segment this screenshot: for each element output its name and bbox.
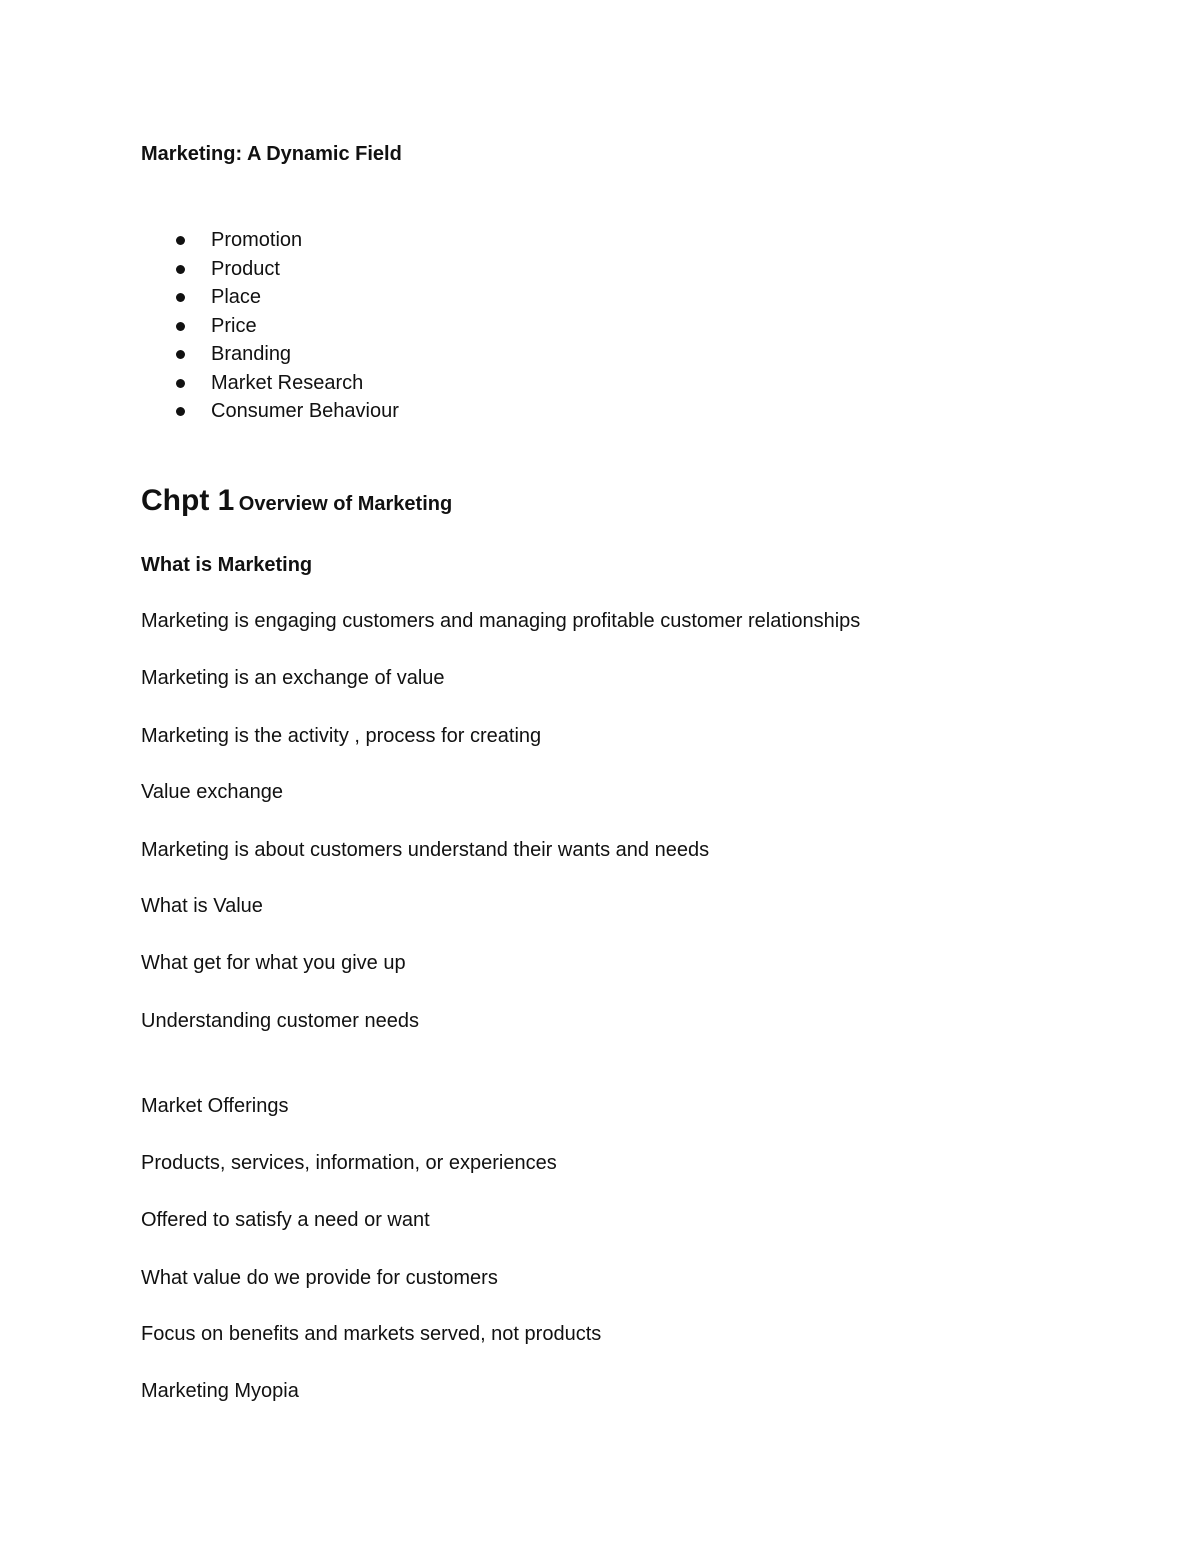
bullet-icon — [176, 236, 185, 245]
paragraph: Offered to satisfy a need or want — [141, 1209, 430, 1231]
chapter-number: Chpt 1 — [141, 484, 235, 517]
list-item-text: Branding — [211, 343, 292, 365]
list-item-text: Place — [211, 286, 262, 308]
paragraph: What is Value — [141, 895, 263, 917]
list-item-text: Price — [211, 314, 257, 337]
paragraph: What get for what you give up — [141, 952, 406, 974]
paragraph: Products, services, information, or experiences — [141, 1152, 557, 1174]
chapter-title: Overview of Marketing — [238, 493, 453, 515]
bullet-icon — [176, 293, 185, 302]
bullet-icon — [176, 265, 185, 274]
list-item-text: Market Research — [211, 371, 364, 394]
paragraph: Marketing is the activity , process for creating — [141, 725, 542, 747]
bullet-icon — [176, 322, 185, 331]
list-item-text: Promotion — [211, 229, 303, 251]
paragraph: Marketing is engaging customers and managing profitable customer relationships — [141, 610, 861, 632]
paragraph: Marketing Myopia — [141, 1380, 299, 1402]
bullet-icon — [176, 350, 185, 359]
bullet-icon — [176, 379, 185, 388]
paragraph: Focus on benefits and markets served, not products — [141, 1323, 602, 1345]
chapter-heading — [141, 486, 452, 516]
paragraph: Market Offerings — [141, 1095, 289, 1117]
paragraph: Marketing is an exchange of value — [141, 667, 445, 689]
paragraph: Value exchange — [141, 781, 283, 803]
bullet-icon — [176, 407, 185, 416]
section-heading: What is Marketing — [141, 554, 313, 576]
paragraph: Understanding customer needs — [141, 1010, 419, 1032]
list-item-text: Product — [211, 257, 280, 280]
paragraph: What value do we provide for customers — [141, 1267, 498, 1289]
paragraph: Marketing is about customers understand their wants and needs — [141, 839, 710, 861]
document-title: Marketing: A Dynamic Field — [141, 143, 402, 165]
list-item-text: Consumer Behaviour — [211, 400, 399, 422]
